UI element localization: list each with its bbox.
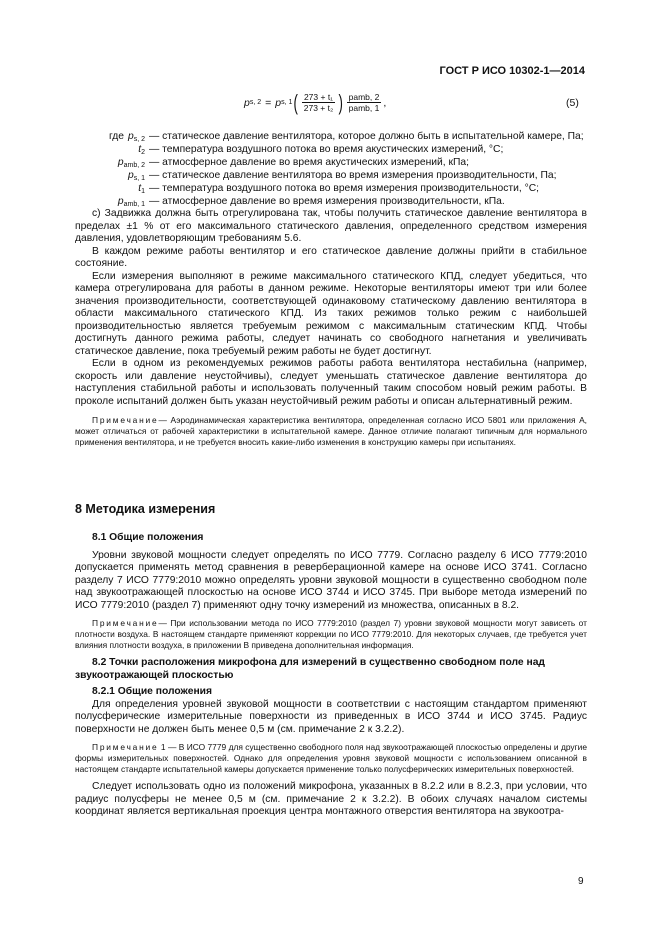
definition-row: $t_2$ — температура воздушного потока во время акустических измерений, °С; (138, 144, 504, 156)
formula-number: (5) (566, 97, 579, 109)
section-8-2-title: 8.2 Точки расположения микрофона для измерений в существенно свободном поле над звукоотражающей плоскостью (75, 657, 545, 681)
definition-row: $p_{amb, 1}$ — атмосферное давление во время измерения производительности, кПа. (117, 196, 505, 208)
paragraph-mode: В каждом режиме работы вентилятор и его статическое давление должны прийти в стабильное состояние. (75, 245, 587, 269)
section-8-1-title: 8.1 Общие положения (92, 532, 204, 543)
note-2: Примечание— При использовании метода по ИСО 7779:2010 (раздел 7) уровни звуковой мощности могут зависеть от плотности воздуха. В настоящем стандарте применяют коррекции по ИСО 7779:2010. Для некоторых случаев, где требуется учет влияния плотности воздуха, в приложении В приведена дополнительная информация. (75, 618, 587, 650)
formula-paren-left: ( (293, 89, 299, 115)
definition-row: $t_1$ — температура воздушного потока во время измерения производительности, °С; (138, 183, 540, 195)
formula-temperature-ratio (302, 92, 336, 113)
formula-equals: = (265, 96, 272, 109)
section-8-2-1-paragraph: Для определения уровней звуковой мощности в соответствии с настоящим стандартом применяют полусферические измерительные поверхности из приведенных в ИСО 3744 и ИСО 3745. Радиус поверхности не должен быть менее 0,5 м (см. примечание 2 к 3.2.2). (75, 698, 587, 735)
formula-comma: , (383, 96, 387, 109)
formula-paren-right: ) (338, 89, 344, 115)
standard-header: ГОСТ Р ИСО 10302-1—2014 (439, 65, 585, 77)
formula-lhs: p (244, 96, 250, 109)
note-1: Примечание— Аэродинамическая характеристика вентилятора, определенная согласно ИСО 5801 или приложения А, может отличаться от рабочей характеристики в испытательной камере. Данное отличие полагают типичным для нормального применения вентилятора, и не требуется вносить какие-либо изменения в конструкцию камеры при испытаниях. (75, 415, 587, 447)
body-block-1 (75, 208, 587, 448)
definition-row: $p_{s, 1}$ — статическое давление вентилятора во время измерения производительности, Па; (127, 170, 557, 182)
body-block-3 (75, 532, 587, 819)
definition-row: где $p_{s, 2}$ — статическое давление вентилятора, которое должно быть в испытательной камере, Па; (108, 131, 584, 143)
formula-pressure-ratio (347, 92, 382, 113)
formula-p1: p (275, 96, 282, 109)
paragraph-kpd: Если измерения выполняют в режиме максимального статического КПД, следует убедиться, что камера отрегулирована для работы в данном режиме. Некоторые вентиляторы имеют три или более значения производительности, соответствующей одинаковому статическому давлению вентилятора в области максимального статического КПД. Из таких режимов только режим с наибольшей производительностью является требуемым режимом с максимальным статическим КПД. Чтобы достигнуть данного режима работы, следует начинать со свободного нагнетания и увеличивать статическое давление, пока требуемый режим работы не будет достигнут. (75, 270, 587, 357)
paragraph-unstable: Если в одном из рекомендуемых режимов работы работа вентилятора нестабильна (например, скорость или давление неустойчивы), следует уменьшать статическое давление вентилятора до наступления стабильной работы и использовать полученный таким способом новый режим работы. В проколе испытаний должен быть указан неустойчивый режим работы и описан альтернативный режим. (75, 358, 587, 407)
paragraph-c: с) Задвижка должна быть отрегулирована так, чтобы получить статическое давление вентилятора в пределах ±1 % от его максимального статического давления, определенного средством измерения давления, удовлетворяющим требованиям 5.6. (75, 208, 587, 244)
page-number: 9 (578, 876, 584, 887)
body-block-2 (75, 503, 587, 516)
note-3: Примечание 1 — В ИСО 7779 для существенно свободного поля над звукоотражающей плоскостью определены и другие формы измерительных поверхностей. Однако для определения уровня звуковой мощности с использованием описанной в настоящем стандарте испытательной камеры допускается применение только полусферических измерительных поверхностей. (75, 742, 587, 774)
final-paragraph: Следует использовать одно из положений микрофона, указанных в 8.2.2 или в 8.2.3, при условии, что радиус полусферы не менее 0,5 м (см. примечание 2 к 3.2.2). В обоих случаях началом системы координат является вертикальная проекция центра монтажного отверстия вентилятора на звукоотра- (75, 781, 587, 817)
frac2-denominator: pamb, 1 (348, 103, 380, 113)
frac1-numerator: 273 + t₁ (303, 92, 334, 102)
section-8-1-paragraph: Уровни звуковой мощности следует определять по ИСО 7779. Согласно разделу 6 ИСО 7779:2010 допускается применять метод сравнения в реверберационной камере на основе ИСО 3741. Согласно разделу 7 ИСО 7779:2010 можно определять уровни звуковой мощности в существенно свободном поле над звукоотражающей плоскостью на основе ИСО 3744 и ИСО 3745. При выборе метода измерений по ИСО 7779:2010 (раздел 7) применяют одну точку измерений из множества, описанных в 8.2. (75, 549, 587, 611)
definition-row: $p_{amb, 2}$ — атмосферное давление во время акустических измерений, кПа; (117, 157, 470, 169)
frac1-denominator: 273 + t₂ (303, 103, 334, 113)
section-8-title: 8 Методика измерения (75, 502, 216, 516)
section-8-2-1-title: 8.2.1 Общие положения (92, 686, 212, 697)
frac2-numerator: pamb, 2 (348, 92, 380, 102)
formula-5: p s, 2 = p s, 1 ( $\frac{\text{273 + t₁}}{\text{273 + t₂}}$ ) $\frac{\text{pamb, 2}}{\text{pamb, 1}}$ , (244, 89, 387, 115)
formula-definitions (75, 130, 584, 208)
